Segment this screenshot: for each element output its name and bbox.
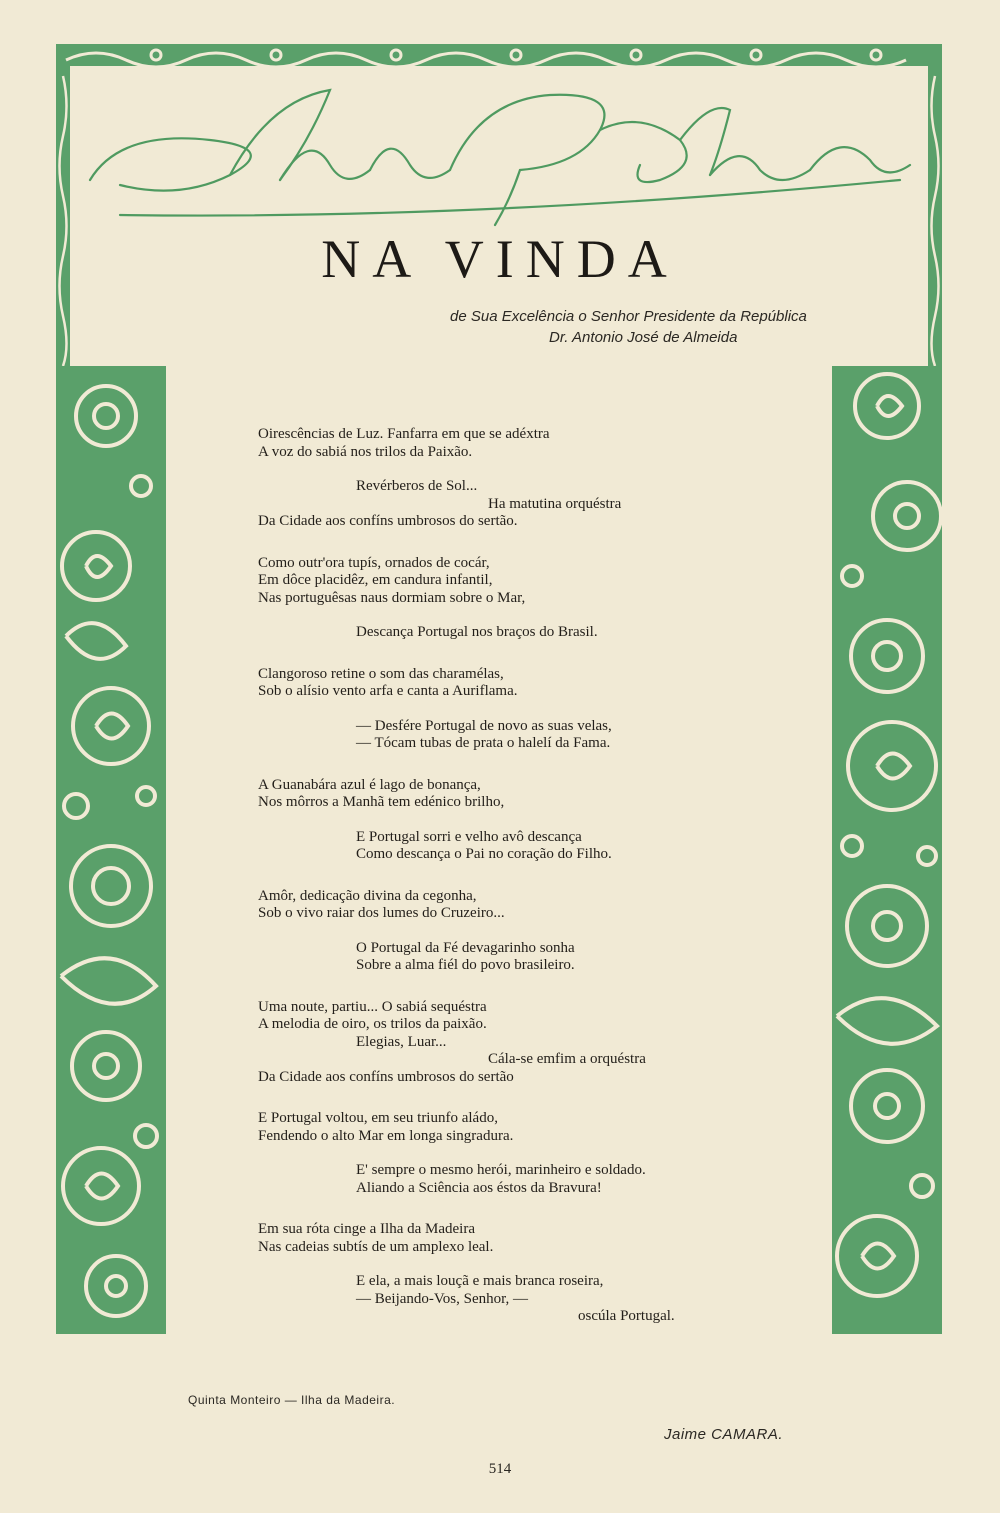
dedication — [360, 306, 900, 348]
poem-line: Fendendo o alto Mar em longa singradura. — [258, 1127, 514, 1144]
stanza — [258, 999, 818, 1087]
poem-line: Aliando a Sciência aos éstos da Bravura! — [356, 1179, 602, 1196]
stanza — [258, 624, 818, 642]
floral-border-right-upper — [928, 66, 942, 366]
poem-title: NA VINDA — [321, 229, 679, 289]
poem-line: Amôr, dedicação divina da cegonha, — [258, 887, 477, 904]
poem-line: Oirescências de Luz. Fanfarra em que se adéxtra — [258, 426, 550, 442]
stanza — [258, 777, 818, 812]
stanza — [258, 1162, 818, 1197]
floral-border-top — [56, 44, 942, 66]
poem-line: Em sua róta cinge a Ilha da Madeira — [258, 1221, 475, 1237]
poem-line: Nos môrros a Manhã tem edénico brilho, — [258, 794, 505, 810]
poem-line: Como descança o Pai no coração do Filho. — [356, 846, 612, 862]
stanza — [258, 426, 818, 461]
poem-line: Descança Portugal nos braços do Brasil. — [356, 624, 598, 640]
poem-line: Revérberos de Sol... — [356, 478, 478, 494]
location-caption: Quinta Monteiro — Ilha da Madeira. — [188, 1393, 396, 1407]
page-number: 514 — [488, 1461, 512, 1477]
poem-line: Clangoroso retine o som das charamélas, — [258, 665, 504, 682]
script-title — [80, 70, 920, 230]
poem-line: O Portugal da Fé devagarinho sonha — [356, 939, 575, 956]
stanza — [258, 718, 818, 753]
stanza — [258, 829, 818, 864]
poem-line: A Guanabára azul é lago de bonança, — [258, 776, 481, 793]
stanza — [258, 478, 818, 531]
stanza — [258, 666, 818, 701]
poem-line: Uma noute, partiu... O sabiá sequéstra — [258, 998, 487, 1015]
poem-body — [258, 426, 818, 1343]
poem-line: Sob o vivo raiar dos lumes do Cruzeiro... — [258, 905, 505, 921]
floral-border-right — [832, 366, 942, 1334]
floral-border-left — [56, 366, 166, 1334]
dedication-line: de Sua Excelência o Senhor Presidente da República — [450, 308, 807, 325]
stanza — [258, 888, 818, 923]
poem-line: Em dôce placidêz, em candura infantil, — [258, 572, 493, 588]
poem-line: — Desfére Portugal de novo as suas velas, — [356, 717, 612, 734]
poem-line: Elegias, Luar... — [356, 1033, 447, 1050]
poem-line: E ela, a mais louçã e mais branca roseira, — [356, 1273, 604, 1289]
poem-line: Nas cadeias subtís de um amplexo leal. — [258, 1238, 494, 1255]
dedication-line: Dr. Antonio José de Almeida — [549, 329, 738, 346]
poem-line: — Tócam tubas de prata o halelí da Fama. — [356, 735, 611, 751]
poem-line: Nas portuguêsas naus dormiam sobre o Mar, — [258, 589, 526, 606]
stanza — [258, 1221, 818, 1256]
poem-line: Ha matutina orquéstra — [488, 495, 622, 512]
stanza — [258, 555, 818, 608]
poem-line: — Beijando-Vos, Senhor, — — [356, 1290, 529, 1307]
stanza — [258, 940, 818, 975]
poem-line: E Portugal voltou, em seu triunfo aládo, — [258, 1110, 498, 1126]
floral-border-left-upper — [56, 66, 70, 366]
poem-line: Da Cidade aos confíns umbrosos do sertão — [258, 1068, 514, 1085]
poem-line: E' sempre o mesmo herói, marinheiro e soldado. — [356, 1162, 646, 1178]
poem-line: Como outr'ora tupís, ornados de cocár, — [258, 554, 490, 571]
stanza — [258, 1110, 818, 1145]
poem-line: Sobre a alma fiél do povo brasileiro. — [356, 957, 575, 973]
poem-line: Sob o alísio vento arfa e canta a Auriflama. — [258, 683, 518, 699]
poem-line: A voz do sabiá nos trilos da Paixão. — [258, 443, 473, 460]
poem-line: Cála-se emfim a orquéstra — [488, 1051, 646, 1067]
poem-line: E Portugal sorri e velho avô descança — [356, 828, 582, 845]
author-signature: Jaime CAMARA. — [664, 1426, 784, 1443]
stanza — [258, 1273, 818, 1326]
poem-line: A melodia de oiro, os trilos da paixão. — [258, 1016, 487, 1032]
poem-line: oscúla Portugal. — [578, 1308, 675, 1324]
poem-line: Da Cidade aos confíns umbrosos do sertão. — [258, 513, 518, 529]
